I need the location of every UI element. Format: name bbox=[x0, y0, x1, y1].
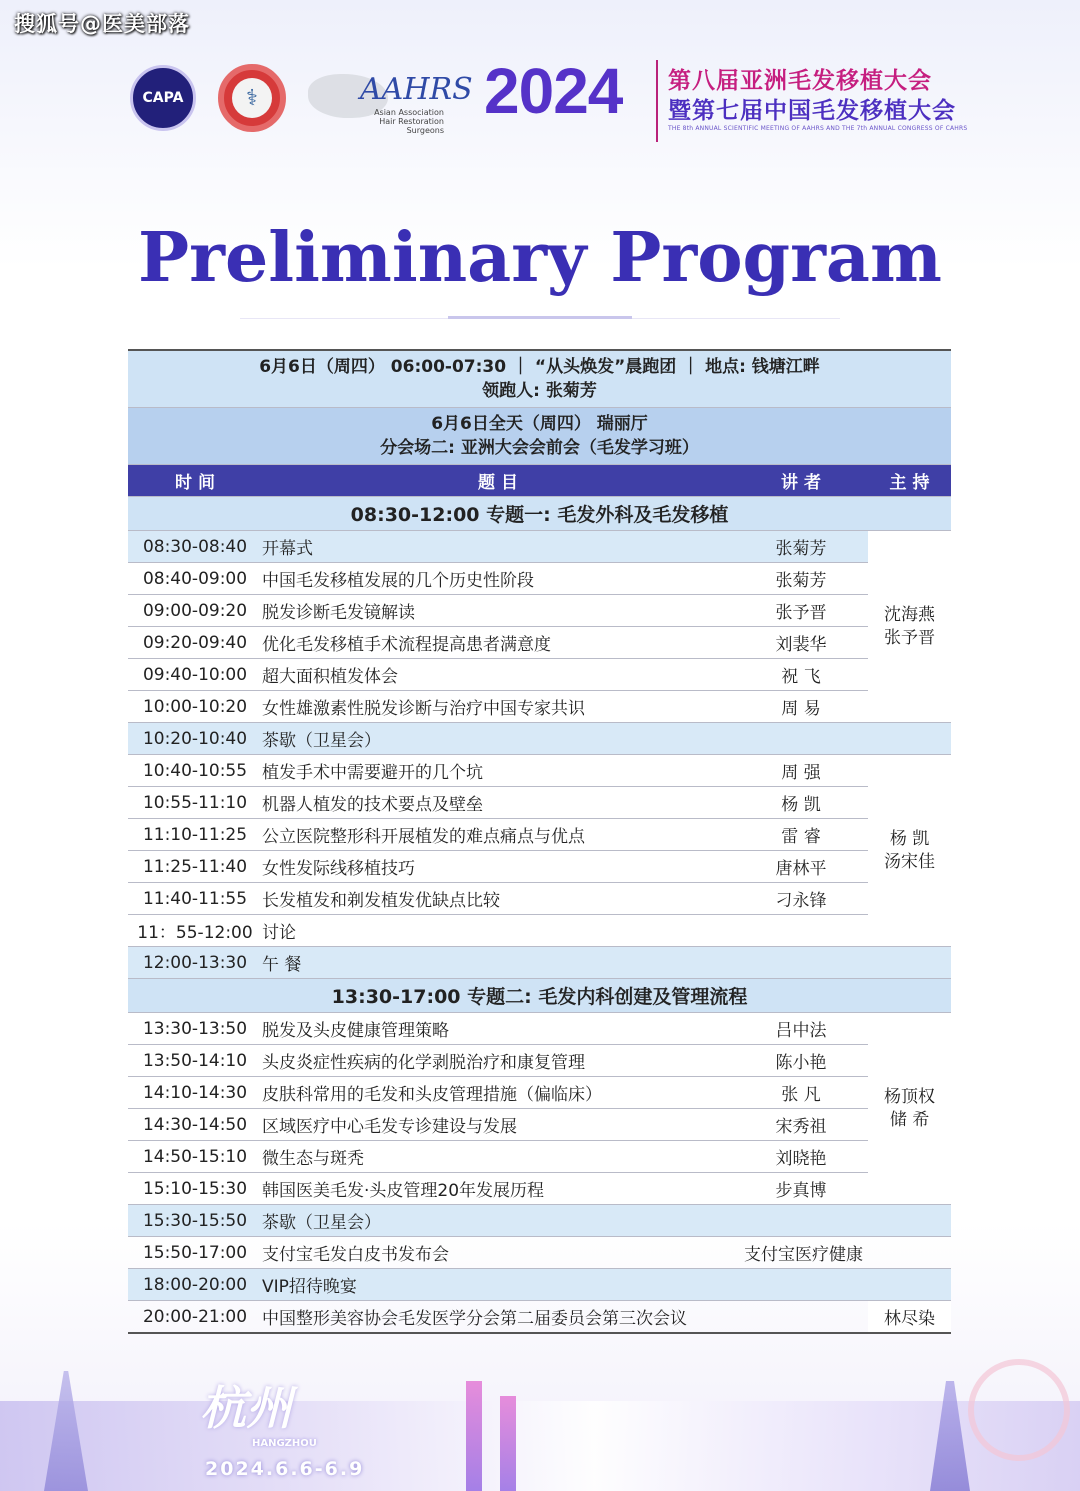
city-logo-english: HANGZHOU bbox=[252, 1438, 317, 1449]
row-time: 10:40-10:55 bbox=[128, 755, 262, 787]
chair-name: 杨顶权 bbox=[884, 1086, 936, 1107]
row-time: 10:55-11:10 bbox=[128, 787, 262, 819]
row-time: 18:00-20:00 bbox=[128, 1269, 262, 1301]
row-time: 13:30-13:50 bbox=[128, 1013, 262, 1045]
watermark: 搜狐号@医美部落 bbox=[14, 12, 190, 36]
tower-icon bbox=[466, 1381, 482, 1491]
row-topic: 机器人植发的技术要点及壁垒 bbox=[262, 787, 734, 819]
page-title: Preliminary Program bbox=[138, 218, 942, 298]
caduceus-icon: ⚕ bbox=[232, 78, 272, 118]
row-time: 09:40-10:00 bbox=[128, 659, 262, 691]
column-chair: 主 持 bbox=[868, 465, 951, 497]
row-speaker: 张 凡 bbox=[734, 1077, 868, 1109]
row-time: 11:25-11:40 bbox=[128, 851, 262, 883]
aahrs-logo-subtitle: Asian Association Hair Restoration Surgeons bbox=[374, 108, 444, 135]
row-time: 11:40-11:55 bbox=[128, 883, 262, 915]
row-topic: 茶歇（卫星会） bbox=[262, 723, 951, 755]
row-time: 10:20-10:40 bbox=[128, 723, 262, 755]
row-chair: 林尽染 bbox=[868, 1301, 951, 1334]
table-row bbox=[128, 1141, 951, 1173]
table-row-break bbox=[128, 947, 951, 979]
row-topic: 超大面积植发体会 bbox=[262, 659, 734, 691]
aahrs-logo-text: AAHRS bbox=[360, 72, 473, 107]
chair-name: 杨 凯 bbox=[889, 828, 930, 849]
tower-icon bbox=[500, 1396, 516, 1491]
table-row bbox=[128, 627, 951, 659]
header bbox=[0, 50, 1080, 160]
row-topic: 植发手术中需要避开的几个坑 bbox=[262, 755, 734, 787]
chair-name: 张予晋 bbox=[884, 627, 936, 648]
row-topic: 区域医疗中心毛发专诊建设与发展 bbox=[262, 1109, 734, 1141]
row-speaker: 杨 凯 bbox=[734, 787, 868, 819]
row-topic: 支付宝毛发白皮书发布会 bbox=[262, 1237, 734, 1269]
conference-name-english: THE 8th ANNUAL SCIENTIFIC MEETING OF AAHRS AND THE 7th ANNUAL CONGRESS OF CAHRS bbox=[668, 125, 968, 132]
row-topic: 长发植发和剃发植发优缺点比较 bbox=[262, 883, 734, 915]
table-row bbox=[128, 819, 951, 851]
skyline-illustration bbox=[0, 1401, 1080, 1491]
banner-session-line1: 6月6日全天（周四） 瑞丽厅 bbox=[431, 414, 648, 434]
banner-morning-run-line2: 领跑人: 张菊芳 bbox=[482, 381, 597, 401]
row-time: 12:00-13:30 bbox=[128, 947, 262, 979]
table-row bbox=[128, 563, 951, 595]
row-topic: VIP招待晚宴 bbox=[262, 1269, 951, 1301]
row-time: 14:10-14:30 bbox=[128, 1077, 262, 1109]
chair-name: 汤宋佳 bbox=[884, 851, 936, 872]
year-title: 2024 bbox=[484, 55, 623, 127]
row-time: 15:50-17:00 bbox=[128, 1237, 262, 1269]
column-time: 时 间 bbox=[128, 465, 262, 497]
row-topic: 讨论 bbox=[262, 915, 734, 947]
table-row bbox=[128, 915, 951, 947]
section-1-header bbox=[128, 497, 951, 531]
column-header-row bbox=[128, 465, 951, 497]
row-speaker: 陈小艳 bbox=[734, 1045, 868, 1077]
table-row bbox=[128, 851, 951, 883]
table-row bbox=[128, 755, 951, 787]
table-row-break bbox=[128, 723, 951, 755]
row-speaker: 周 易 bbox=[734, 691, 868, 723]
chair-cell-1 bbox=[868, 531, 951, 723]
table-row bbox=[128, 1301, 951, 1334]
column-speaker: 讲 者 bbox=[734, 465, 868, 497]
row-time: 09:20-09:40 bbox=[128, 627, 262, 659]
row-speaker: 祝 飞 bbox=[734, 659, 868, 691]
program-table bbox=[128, 349, 951, 1334]
table-row bbox=[128, 1109, 951, 1141]
row-topic: 头皮炎症性疾病的化学剥脱治疗和康复管理 bbox=[262, 1045, 734, 1077]
row-topic: 开幕式 bbox=[262, 531, 734, 563]
section-1-title: 08:30-12:00 专题一: 毛发外科及毛发移植 bbox=[128, 497, 951, 531]
table-row-break bbox=[128, 1269, 951, 1301]
row-time: 15:10-15:30 bbox=[128, 1173, 262, 1205]
row-time: 14:50-15:10 bbox=[128, 1141, 262, 1173]
header-divider bbox=[656, 60, 658, 142]
table-row bbox=[128, 659, 951, 691]
table-row bbox=[128, 531, 951, 563]
row-speaker: 张菊芳 bbox=[734, 531, 868, 563]
row-speaker: 吕中法 bbox=[734, 1013, 868, 1045]
footer-banner bbox=[0, 1340, 1080, 1491]
chair-cell-2 bbox=[868, 755, 951, 947]
row-topic: 皮肤科常用的毛发和头皮管理措施（偏临床） bbox=[262, 1077, 734, 1109]
section-2-header bbox=[128, 979, 951, 1013]
row-topic: 微生态与斑秃 bbox=[262, 1141, 734, 1173]
row-topic: 午 餐 bbox=[262, 947, 951, 979]
row-speaker: 唐林平 bbox=[734, 851, 868, 883]
table-row bbox=[128, 691, 951, 723]
row-topic: 茶歇（卫星会） bbox=[262, 1205, 951, 1237]
row-speaker: 刘晓艳 bbox=[734, 1141, 868, 1173]
table-row bbox=[128, 1045, 951, 1077]
row-speaker: 刘裴华 bbox=[734, 627, 868, 659]
row-speaker: 张菊芳 bbox=[734, 563, 868, 595]
table-row bbox=[128, 595, 951, 627]
row-topic: 女性雄激素性脱发诊断与治疗中国专家共识 bbox=[262, 691, 734, 723]
arch-icon bbox=[968, 1359, 1070, 1461]
section-2-title: 13:30-17:00 专题二: 毛发内科创建及管理流程 bbox=[128, 979, 951, 1013]
row-speaker: 刁永锋 bbox=[734, 883, 868, 915]
row-topic: 脱发诊断毛发镜解读 bbox=[262, 595, 734, 627]
row-topic: 优化毛发移植手术流程提高患者满意度 bbox=[262, 627, 734, 659]
table-row-break bbox=[128, 1205, 951, 1237]
row-speaker: 雷 睿 bbox=[734, 819, 868, 851]
chair-name: 储 希 bbox=[889, 1109, 930, 1130]
row-time: 11:10-11:25 bbox=[128, 819, 262, 851]
row-speaker: 支付宝医疗健康 bbox=[734, 1237, 951, 1269]
city-logo: 杭州 bbox=[200, 1381, 292, 1435]
row-time: 14:30-14:50 bbox=[128, 1109, 262, 1141]
row-time: 08:30-08:40 bbox=[128, 531, 262, 563]
row-time: 09:00-09:20 bbox=[128, 595, 262, 627]
banner-morning-run-line1: 6月6日（周四） 06:00-07:30 ｜ “从头焕发”晨跑团 ｜ 地点: 钱塘江畔 bbox=[259, 357, 820, 377]
banner-session-line2: 分会场二: 亚洲大会会前会（毛发学习班） bbox=[380, 438, 699, 458]
row-time: 10:00-10:20 bbox=[128, 691, 262, 723]
table-row bbox=[128, 1173, 951, 1205]
row-speaker bbox=[734, 915, 868, 947]
conference-name-2: 暨第七届中国毛发移植大会 bbox=[668, 98, 956, 124]
row-speaker: 周 强 bbox=[734, 755, 868, 787]
banner-morning-run bbox=[128, 350, 951, 408]
chair-cell-3 bbox=[868, 1013, 951, 1205]
capa-logo: CAPA bbox=[130, 65, 196, 131]
aahrs-logo bbox=[308, 68, 473, 135]
conference-name-1: 第八届亚洲毛发移植大会 bbox=[668, 68, 932, 94]
row-time: 20:00-21:00 bbox=[128, 1301, 262, 1334]
row-time: 13:50-14:10 bbox=[128, 1045, 262, 1077]
row-topic: 中国整形美容协会毛发医学分会第二届委员会第三次会议 bbox=[262, 1301, 868, 1334]
row-time: 08:40-09:00 bbox=[128, 563, 262, 595]
table-row bbox=[128, 1013, 951, 1045]
column-topic: 题 目 bbox=[262, 465, 734, 497]
row-topic: 脱发及头皮健康管理策略 bbox=[262, 1013, 734, 1045]
row-topic: 韩国医美毛发·头皮管理20年发展历程 bbox=[262, 1173, 734, 1205]
row-speaker: 步真博 bbox=[734, 1173, 868, 1205]
row-topic: 中国毛发移植发展的几个历史性阶段 bbox=[262, 563, 734, 595]
table-row bbox=[128, 1237, 951, 1269]
table-row bbox=[128, 787, 951, 819]
title-underline-accent bbox=[448, 316, 632, 319]
chair-name: 沈海燕 bbox=[884, 604, 936, 625]
row-topic: 女性发际线移植技巧 bbox=[262, 851, 734, 883]
row-topic: 公立医院整形科开展植发的难点痛点与优点 bbox=[262, 819, 734, 851]
row-time: 11：55-12:00 bbox=[128, 915, 262, 947]
banner-session bbox=[128, 408, 951, 465]
row-speaker: 宋秀祖 bbox=[734, 1109, 868, 1141]
table-row bbox=[128, 1077, 951, 1109]
table-row bbox=[128, 883, 951, 915]
row-time: 15:30-15:50 bbox=[128, 1205, 262, 1237]
csmia-logo bbox=[218, 64, 286, 132]
event-dates: 2024.6.6-6.9 bbox=[205, 1458, 365, 1480]
row-speaker: 张予晋 bbox=[734, 595, 868, 627]
